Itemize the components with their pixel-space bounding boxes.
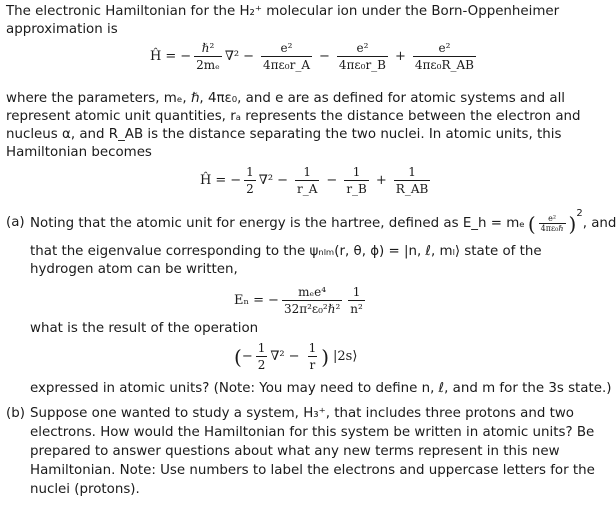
attraction-a-fraction — [295, 164, 319, 197]
part-a-line-1-text: Noting that the atomic unit for energy is the hartree, defined as E_h = mₑ — [30, 215, 525, 231]
equals-sign: = — [215, 172, 227, 188]
hamiltonian-equation-atomic-units — [200, 164, 433, 197]
minus-sign: − — [318, 48, 330, 64]
close-paren: ) — [321, 344, 330, 369]
laplacian: ∇² — [270, 348, 285, 364]
energy-eigenvalue-equation — [234, 284, 368, 317]
minus-sign: − — [288, 348, 300, 364]
equals-sign: = — [165, 48, 177, 64]
laplacian: ∇² — [258, 172, 274, 188]
plus-sign: + — [375, 172, 387, 188]
part-a-line-2: that the eigenvalue corresponding to the ψₙₗₘ(r, θ, ϕ) = |n, ℓ, mₗ⟩ state of the — [30, 244, 542, 259]
half-denominator: 2 — [257, 358, 266, 372]
equals-sign: = — [253, 292, 265, 308]
inverse-n-squared-fraction — [348, 284, 365, 317]
inverse-n-denominator: n² — [350, 302, 363, 316]
half-fraction — [256, 340, 268, 373]
kinetic-numerator: 1 — [246, 165, 254, 179]
repulsion-fraction — [413, 40, 476, 73]
repulsion-numerator: 1 — [408, 165, 416, 179]
repulsion-numerator: e² — [438, 41, 451, 55]
question-part-a — [6, 207, 616, 414]
energy-denominator: 32π²ε₀²ℏ² — [283, 302, 341, 316]
inverse-r-numerator: 1 — [308, 341, 317, 355]
attraction-a-denominator: r_A — [297, 182, 318, 196]
minus-sign: − — [268, 292, 279, 308]
part-b-line-2: electrons. How would the Hamiltonian for this system be written in atomic units? Be — [30, 425, 595, 440]
part-a-label: (a) — [6, 215, 25, 230]
minus-sign: − — [326, 172, 338, 188]
part-b-label: (b) — [6, 406, 25, 421]
energy-numerator: mₑe⁴ — [298, 285, 327, 299]
hamiltonian-symbol: Ĥ — [200, 172, 212, 188]
part-a-line-5: expressed in atomic units? (Note: You may need to define n, ℓ, and m for the 3s state.) — [30, 381, 612, 396]
desc-line-3: nucleus α, and R_AB is the distance separating the two nuclei. In atomic units, this — [6, 127, 562, 142]
question-part-b — [6, 405, 595, 505]
minus-sign: − — [180, 48, 192, 64]
desc-line-2: represent atomic unit quantities, rₐ represents the distance between the electron and — [6, 109, 581, 124]
kinetic-denominator: 2 — [246, 182, 254, 196]
intro-line-1: The electronic Hamiltonian for the H₂⁺ molecular ion under the Born-Oppenheimer — [6, 4, 560, 19]
attraction-a-numerator: 1 — [303, 165, 312, 179]
attraction-b-fraction — [344, 164, 369, 197]
hamiltonian-symbol: Ĥ — [150, 48, 162, 64]
attraction-a-denominator: 4πε₀r_A — [263, 58, 310, 72]
part-b-line-1: Suppose one wanted to study a system, H₃⁺, that includes three protons and two — [30, 406, 575, 421]
half-numerator: 1 — [257, 341, 266, 355]
hartree-numerator: e² — [548, 214, 557, 223]
laplacian: ∇² — [224, 48, 240, 64]
open-paren: ( — [234, 344, 242, 369]
intro-line-2: approximation is — [6, 22, 118, 37]
minus-sign: − — [241, 348, 253, 364]
desc-line-4: Hamiltonian becomes — [6, 145, 152, 160]
desc-line-1: where the parameters, mₑ, ℏ, 4πε₀, and e are as defined for atomic systems and all — [6, 91, 566, 106]
attraction-b-numerator: 1 — [352, 165, 361, 179]
part-b-line-5: nuclei (protons). — [30, 482, 140, 497]
attraction-a-numerator: e² — [280, 41, 293, 55]
open-paren: ( — [527, 211, 536, 236]
part-b-line-3: prepared to answer questions about what any new terms represent in this new — [30, 444, 560, 459]
hartree-fraction — [539, 214, 566, 233]
attraction-b-fraction — [337, 40, 388, 73]
minus-sign: − — [243, 48, 255, 64]
kinetic-fraction — [194, 40, 222, 73]
inverse-n-numerator: 1 — [352, 285, 361, 299]
kinetic-fraction — [244, 164, 256, 197]
repulsion-denominator: 4πε₀R_AB — [414, 58, 474, 72]
part-a-line-1: Noting that the atomic unit for energy is the hartree, defined as E_h = mₑ ( $\frac{\text{e²}}{\text{4πε₀ℏ}}$ ) $^2$ , and — [30, 207, 616, 236]
minus-sign: − — [277, 172, 288, 188]
hamiltonian-equation-si — [150, 40, 479, 73]
kinetic-numerator: ℏ² — [201, 41, 215, 55]
inverse-r-denominator: r — [309, 358, 316, 372]
energy-symbol: Eₙ — [234, 292, 250, 308]
attraction-b-numerator: e² — [356, 41, 369, 55]
operator-expression — [234, 340, 357, 373]
energy-fraction — [282, 284, 342, 317]
part-a-line-1-end: , and — [582, 215, 616, 231]
part-b-line-4: Hamiltonian. Note: Use numbers to label the electrons and uppercase letters for the — [30, 463, 595, 478]
part-a-line-3: hydrogen atom can be written, — [30, 262, 238, 277]
inverse-r-fraction — [307, 340, 319, 373]
ket-2s: |2s⟩ — [333, 348, 358, 364]
repulsion-denominator: R_AB — [395, 182, 429, 196]
part-a-line-4: what is the result of the operation — [30, 321, 259, 336]
minus-sign: − — [230, 172, 242, 188]
kinetic-denominator: 2mₑ — [196, 58, 220, 72]
plus-sign: + — [395, 48, 406, 64]
attraction-b-denominator: 4πε₀r_B — [338, 58, 386, 72]
attraction-b-denominator: r_B — [346, 182, 367, 196]
close-paren: ) — [568, 211, 577, 236]
attraction-a-fraction — [261, 40, 312, 73]
hartree-denominator: 4πε₀ℏ — [540, 224, 564, 233]
repulsion-fraction — [394, 164, 431, 197]
